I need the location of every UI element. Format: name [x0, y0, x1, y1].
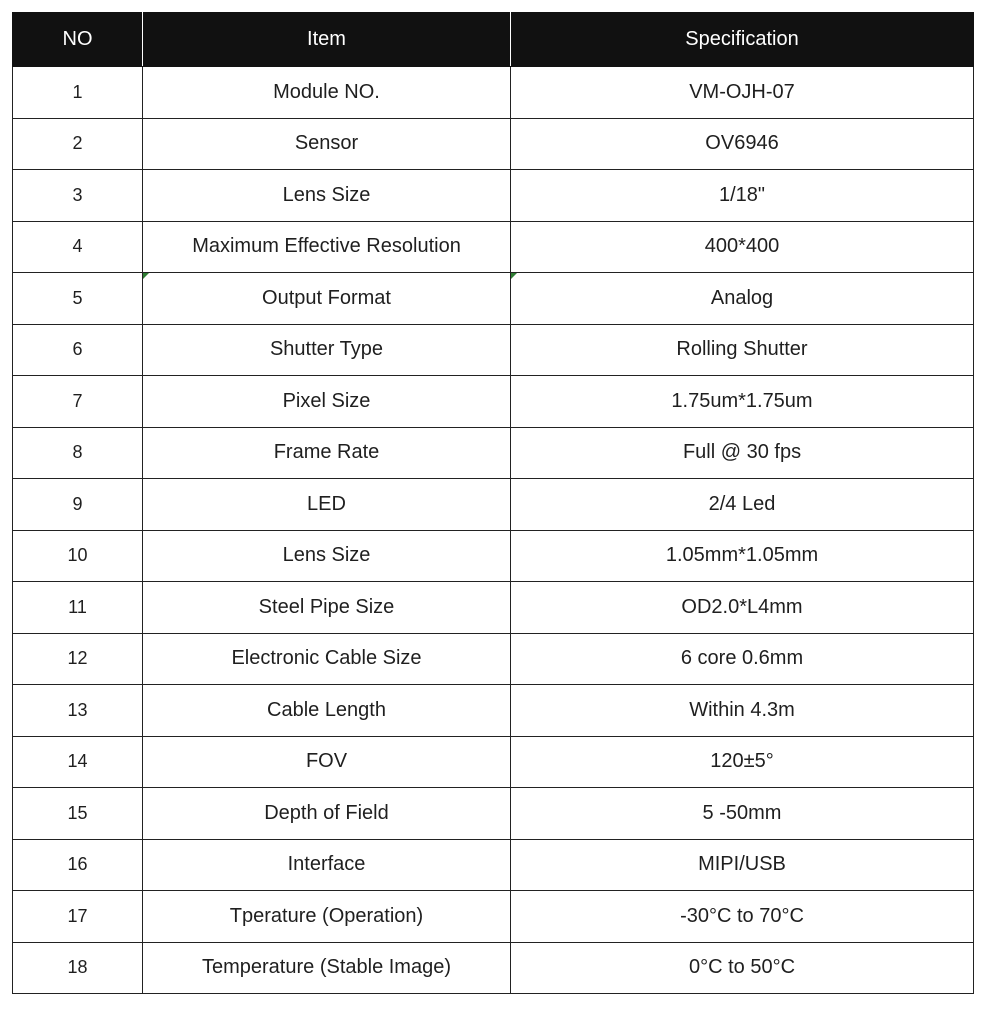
row-specification-value: 1.75um*1.75um [671, 389, 813, 412]
row-item-label: Output Format [262, 286, 391, 309]
row-item-label: Lens Size [282, 183, 371, 206]
row-specification [511, 376, 974, 428]
table-row [13, 376, 974, 428]
row-specification-value: VM-OJH-07 [689, 80, 795, 103]
row-specification-value: 2/4 Led [708, 492, 776, 515]
row-specification [511, 685, 974, 737]
row-specification [511, 324, 974, 376]
row-number: 3 [13, 170, 143, 222]
row-specification [511, 582, 974, 634]
table-row [13, 67, 974, 119]
table-row [13, 479, 974, 531]
row-number: 18 [13, 942, 143, 994]
row-specification-value: 120±5° [710, 750, 774, 773]
row-specification [511, 839, 974, 891]
row-specification-value: Analog [710, 286, 774, 309]
row-specification [511, 221, 974, 273]
table-row [13, 891, 974, 943]
row-number: 7 [13, 376, 143, 428]
row-specification [511, 942, 974, 994]
row-item [143, 118, 511, 170]
table-row [13, 582, 974, 634]
row-number: 14 [13, 736, 143, 788]
row-item [143, 479, 511, 531]
header-row [13, 13, 974, 67]
row-specification-value: Full @ 30 fps [682, 441, 802, 464]
row-item [143, 170, 511, 222]
row-specification [511, 427, 974, 479]
row-specification-value: 1/18" [718, 183, 766, 206]
row-number: 1 [13, 67, 143, 119]
row-item [143, 736, 511, 788]
table-row [13, 736, 974, 788]
row-item-label: Tperature (Operation) [229, 904, 424, 927]
row-specification [511, 788, 974, 840]
row-item-label: Sensor [294, 132, 359, 155]
row-item-label: Lens Size [282, 544, 371, 567]
row-number: 11 [13, 582, 143, 634]
row-specification-value: Rolling Shutter [676, 338, 808, 361]
row-item [143, 685, 511, 737]
table-row [13, 170, 974, 222]
row-item-label: Cable Length [267, 698, 386, 721]
row-item [143, 427, 511, 479]
row-item [143, 788, 511, 840]
table-row [13, 530, 974, 582]
table-row [13, 942, 974, 994]
table-row [13, 788, 974, 840]
table-body [13, 67, 974, 994]
table-row [13, 427, 974, 479]
spec-table [12, 12, 974, 994]
row-number: 4 [13, 221, 143, 273]
table-row [13, 324, 974, 376]
row-specification [511, 67, 974, 119]
row-specification [511, 530, 974, 582]
row-specification-value: 400*400 [704, 235, 780, 258]
row-number: 16 [13, 839, 143, 891]
row-number: 17 [13, 891, 143, 943]
cell-comment-marker-icon [143, 273, 149, 279]
table-row [13, 839, 974, 891]
row-number: 12 [13, 633, 143, 685]
row-item [143, 221, 511, 273]
row-number: 13 [13, 685, 143, 737]
row-specification-value: Within 4.3m [689, 698, 795, 721]
row-item-label: Depth of Field [264, 801, 389, 824]
cell-comment-marker-icon [511, 273, 517, 279]
row-number: 15 [13, 788, 143, 840]
row-number: 8 [13, 427, 143, 479]
header-no: NO [13, 13, 143, 67]
row-number: 10 [13, 530, 143, 582]
row-item [143, 530, 511, 582]
row-item [143, 582, 511, 634]
row-number: 6 [13, 324, 143, 376]
table-row [13, 273, 974, 325]
row-specification [511, 736, 974, 788]
row-specification [511, 891, 974, 943]
row-specification [511, 118, 974, 170]
row-number: 2 [13, 118, 143, 170]
row-item-label: Shutter Type [269, 338, 384, 361]
row-item-label: Temperature (Stable Image) [201, 956, 451, 979]
row-item [143, 942, 511, 994]
table-row [13, 118, 974, 170]
row-item [143, 67, 511, 119]
row-item-label: FOV [305, 750, 348, 773]
row-specification-value: OV6946 [705, 132, 779, 155]
row-item-label: Frame Rate [273, 441, 380, 464]
row-item-label: Maximum Effective Resolution [192, 235, 461, 258]
row-specification [511, 479, 974, 531]
row-specification-value: 5 -50mm [702, 801, 782, 824]
row-specification-value: 0°C to 50°C [688, 956, 796, 979]
row-number: 9 [13, 479, 143, 531]
row-specification-value: 6 core 0.6mm [680, 647, 804, 670]
row-specification-value: OD2.0*L4mm [681, 595, 803, 618]
row-item-label: Electronic Cable Size [231, 647, 422, 670]
table-row [13, 633, 974, 685]
row-number: 5 [13, 273, 143, 325]
header-item: Item [143, 13, 511, 67]
row-item-label: Steel Pipe Size [258, 595, 395, 618]
row-item-label: LED [307, 492, 346, 515]
table-row [13, 221, 974, 273]
row-item [143, 839, 511, 891]
row-specification [511, 633, 974, 685]
row-item [143, 324, 511, 376]
row-item-label: Interface [287, 853, 366, 876]
row-specification-value: MIPI/USB [698, 853, 786, 876]
row-item [143, 891, 511, 943]
row-item-label: Pixel Size [282, 389, 371, 412]
row-item [143, 633, 511, 685]
row-specification [511, 273, 974, 325]
row-specification-value: -30°C to 70°C [680, 904, 804, 927]
row-specification [511, 170, 974, 222]
row-item-label: Module NO. [273, 80, 380, 103]
row-item [143, 376, 511, 428]
row-specification-value: 1.05mm*1.05mm [665, 544, 819, 567]
table-row [13, 685, 974, 737]
row-item [143, 273, 511, 325]
header-specification: Specification [511, 13, 974, 67]
